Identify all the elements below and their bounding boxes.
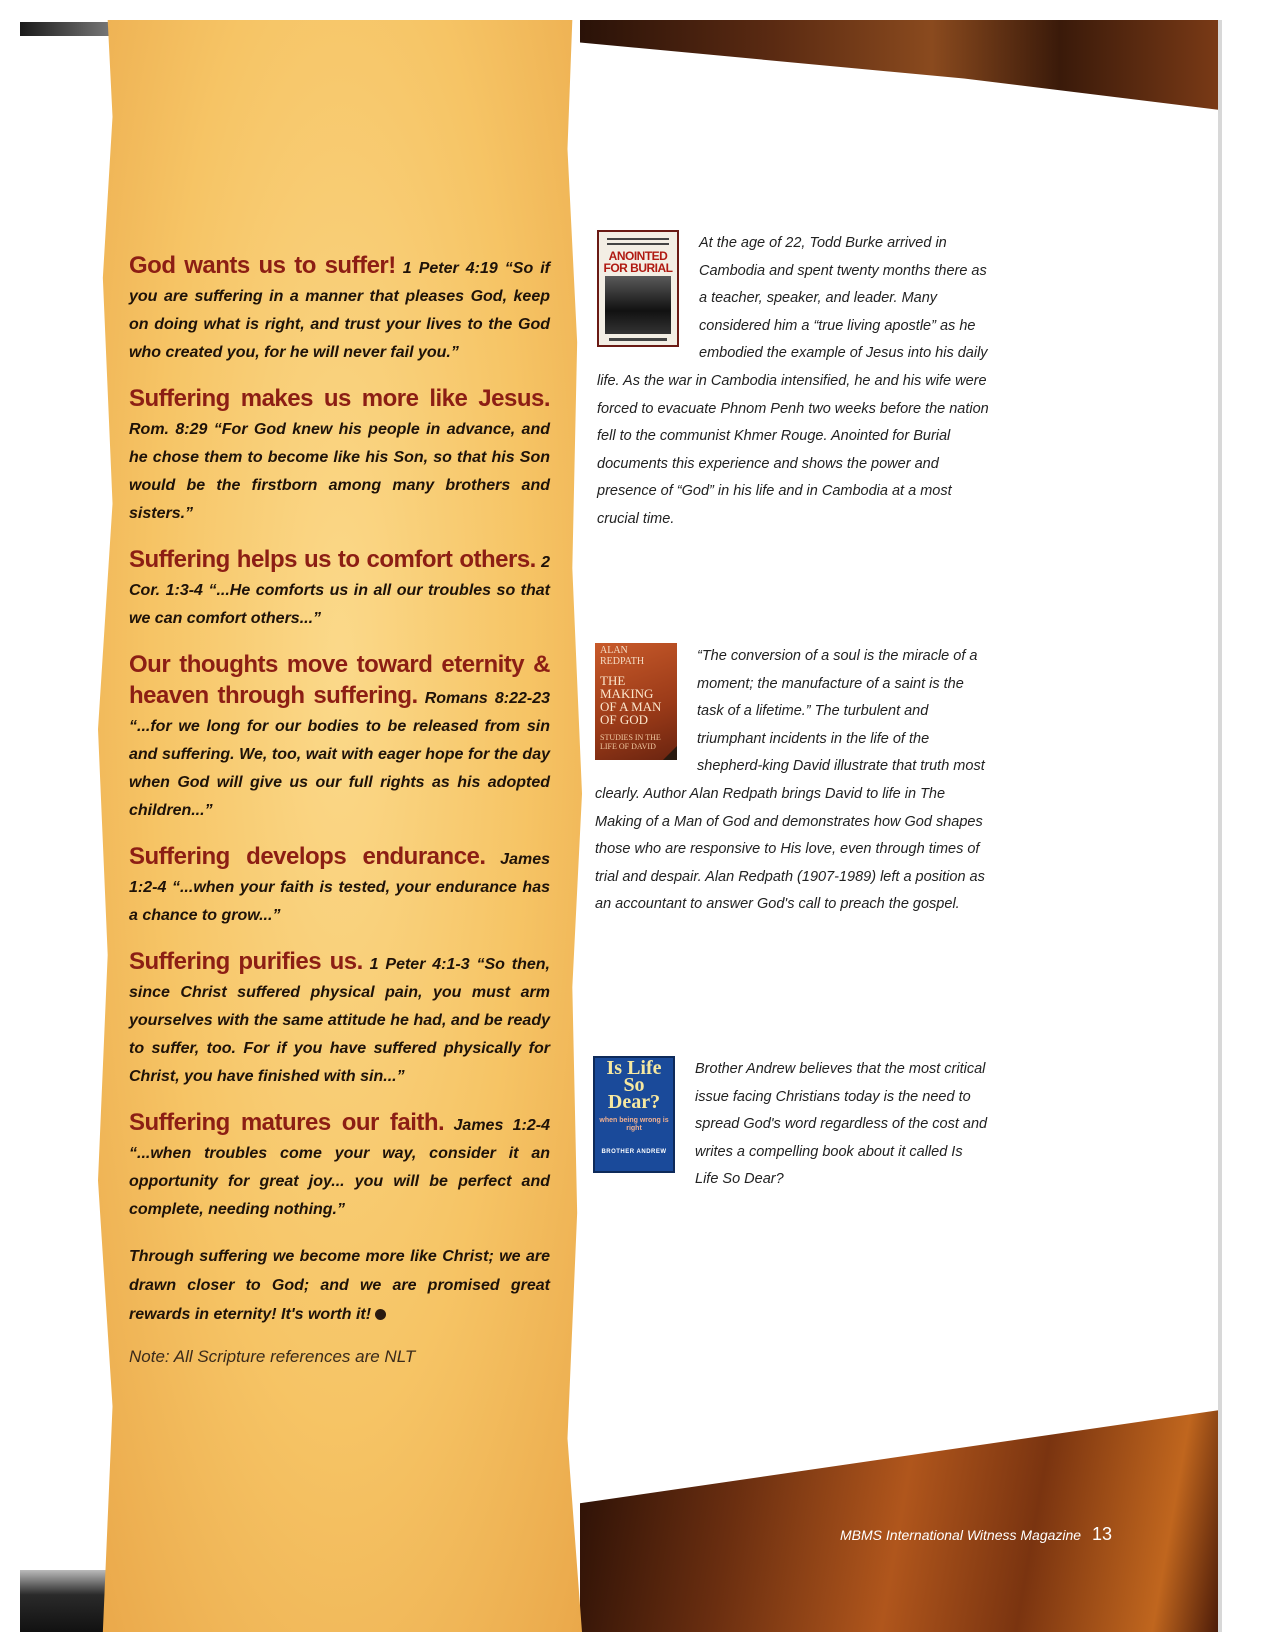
section-heading: Suffering purifies us. (129, 948, 363, 975)
scripture-ref: James 1:2-4 (129, 851, 550, 896)
decorative-strip (20, 22, 110, 36)
cover-title: Is Life So Dear? (606, 1057, 662, 1113)
scripture-ref: 1 Peter 4:1-3 (369, 956, 470, 973)
article-section (129, 252, 550, 367)
scripture-ref: James 1:2-4 (453, 1117, 550, 1134)
article-section (129, 651, 550, 825)
book-entry-anointed-for-burial (597, 230, 993, 534)
section-heading: Suffering develops endurance. (129, 843, 486, 870)
book-cover-anointed-for-burial (597, 230, 679, 347)
decorative-band-bottom (580, 1410, 1220, 1632)
cover-title: ANOINTED FOR BURIAL (603, 249, 673, 275)
scripture-ref: 2 Cor. 1:3-4 (129, 554, 550, 599)
scripture-ref: Rom. 8:29 (129, 421, 208, 438)
book-description: Brother Andrew believes that the most critical issue facing Christians today is the need to spread God's word regardless of the cost and writes a compelling book about it called Is Life So Dear? (695, 1061, 988, 1188)
decorative-strip (20, 1570, 110, 1632)
scripture-quote: “So then, since Christ suffered physical pain, you must arm yourselves with the same attitude he had, and be ready to suffer, too. For if you have suffered physically for Christ, you have finished with sin...” (129, 956, 550, 1085)
section-heading: Suffering matures our faith. (129, 1109, 445, 1136)
book-description: At the age of 22, Todd Burke arrived in Cambodia and spent twenty months there as a teacher, speaker, and leader. Many considered him a “true living apostle” as he embodied the example of Jesus into his daily life. As the war in Cambodia intensified, he and his wife were forced to evacuate Phnom Penh two weeks before the nation fell to the communist Khmer Rouge. Anointed for Burial documents this experience and shows the power and presence of “God” in his life and in Cambodia at a most crucial time. (597, 235, 989, 527)
cover-subtitle: STUDIES IN THE LIFE OF DAVID (600, 733, 661, 751)
decorative-band-top (580, 20, 1220, 110)
article-section (129, 546, 550, 633)
section-heading: Suffering makes us more like Jesus. (129, 385, 550, 412)
article-section (129, 385, 550, 528)
page-edge (1218, 20, 1222, 1632)
cover-subtitle: when being wrong is right (599, 1117, 669, 1132)
end-bullet-icon (375, 1309, 386, 1320)
article-section (129, 843, 550, 930)
cover-text-line (607, 243, 669, 245)
closing-text: Through suffering we become more like Christ; we are drawn closer to God; and we are promised great rewards in eternity! It's worth it! (129, 1248, 550, 1323)
cover-title: THE MAKING OF A MAN OF GOD (600, 673, 662, 727)
scripture-quote: “...He comforts us in all our troubles so that we can comfort others...” (129, 582, 551, 627)
article-section (129, 948, 550, 1091)
cover-author: BROTHER ANDREW (601, 1149, 667, 1155)
section-heading: God wants us to suffer! (129, 252, 396, 279)
suffering-article (129, 252, 550, 1329)
section-heading: Our thoughts move toward eternity & heaven through suffering. (129, 651, 550, 709)
closing-paragraph (129, 1242, 550, 1329)
footer-magazine-title: MBMS International Witness Magazine (840, 1527, 1082, 1543)
scripture-quote: “...for we long for our bodies to be released from sin and suffering. We, too, wait with eager hope for the day when God will give us our full rights as his adopted children...” (129, 718, 550, 819)
cover-photo (605, 276, 671, 334)
cover-author: ALAN REDPATH (600, 645, 645, 667)
article-section (129, 1109, 550, 1224)
book-cover-is-life-so-dear (593, 1056, 675, 1173)
section-heading: Suffering helps us to comfort others. (129, 546, 536, 573)
scripture-ref: Romans 8:22-23 (424, 690, 550, 707)
scripture-quote: “So if you are suffering in a manner that pleases God, keep on doing what is right, and trust your lives to the God who created you, for he will never fail you.” (129, 260, 550, 361)
scripture-note: Note: All Scripture references are NLT (129, 1347, 416, 1366)
book-entry-is-life-so-dear (593, 1056, 989, 1194)
book-description: “The conversion of a soul is the miracle of a moment; the manufacture of a saint is the task of a lifetime.” The turbulent and triumphant incidents in the life of the shepherd-king David illustrate that truth most clearly. Author Alan Redpath brings David to life in The Making of a Man of God and demonstrates how God shapes those who are responsive to His love, even through times of trial and despair. Alan Redpath (1907-1989) left a position as an accountant to answer God's call to preach the gospel. (595, 648, 985, 913)
page-number: 13 (1092, 1524, 1113, 1544)
book-cover-making-of-a-man-of-god (595, 643, 677, 760)
scripture-ref: 1 Peter 4:19 (402, 260, 498, 277)
scripture-quote: “...when your faith is tested, your endurance has a chance to grow...” (129, 879, 551, 924)
cover-text-line (609, 338, 667, 341)
scripture-quote: “...when troubles come your way, consider it an opportunity for great joy... you will be perfect and complete, needing nothing.” (129, 1145, 550, 1218)
scripture-quote: “For God knew his people in advance, and he chose them to become like his Son, so that his Son would be the firstborn among many brothers and sisters.” (129, 421, 550, 522)
cover-corner (663, 746, 677, 760)
cover-text-line (607, 238, 669, 240)
book-entry-making-of-a-man-of-god (595, 643, 991, 919)
